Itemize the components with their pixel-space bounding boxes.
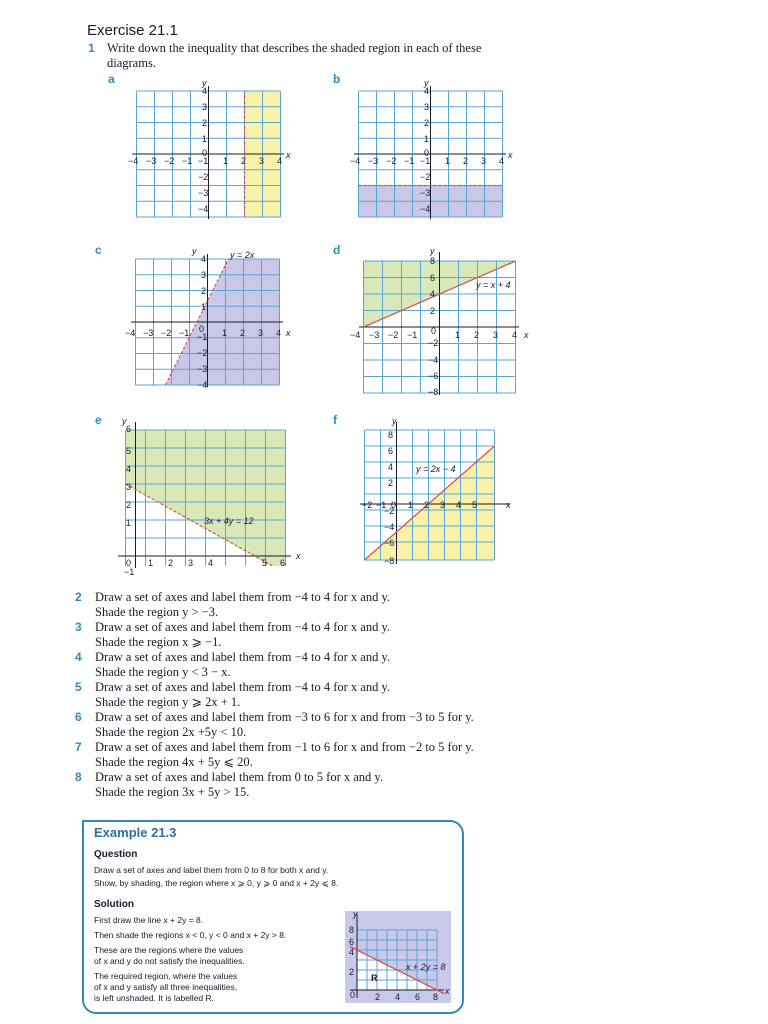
- svg-text:−2: −2: [386, 156, 397, 166]
- example-line-label: x + 2y = 8: [406, 962, 446, 972]
- svg-text:x: x: [296, 551, 301, 561]
- panel-a-label: a: [108, 72, 115, 86]
- svg-text:−1: −1: [407, 330, 418, 340]
- svg-text:2: 2: [430, 306, 436, 316]
- svg-text:−3: −3: [143, 328, 154, 338]
- svg-text:−4: −4: [198, 204, 209, 214]
- svg-text:2: 2: [126, 500, 132, 510]
- svg-text:2: 2: [424, 118, 430, 128]
- svg-text:3: 3: [259, 156, 265, 166]
- svg-text:6: 6: [388, 446, 394, 456]
- svg-text:−1: −1: [198, 156, 209, 166]
- svg-text:4: 4: [349, 947, 355, 957]
- svg-text:5: 5: [262, 558, 268, 568]
- svg-text:−3: −3: [369, 330, 380, 340]
- question-6-line1: Draw a set of axes and label them from −3 to 6 for x and from −3 to 5 for y.: [95, 710, 474, 724]
- graph-a: [118, 78, 298, 223]
- svg-text:2: 2: [474, 330, 480, 340]
- svg-text:8: 8: [388, 430, 394, 440]
- svg-text:4: 4: [277, 156, 283, 166]
- question-7-line1: Draw a set of axes and label them from −1 to 6 for x and from −2 to 5 for y.: [95, 740, 474, 754]
- svg-text:2: 2: [202, 118, 208, 128]
- svg-text:y: y: [192, 246, 197, 256]
- svg-text:6: 6: [415, 992, 421, 1002]
- svg-text:−1: −1: [182, 156, 193, 166]
- svg-text:1: 1: [201, 302, 207, 312]
- svg-text:−3: −3: [420, 188, 431, 198]
- svg-text:−2: −2: [362, 500, 373, 510]
- question-3-line1: Draw a set of axes and label them from −4 to 4 for x and y.: [95, 620, 391, 634]
- question-7-line2: Shade the region 4x + 5y ⩽ 20.: [95, 755, 253, 769]
- svg-text:4: 4: [388, 462, 394, 472]
- svg-text:2: 2: [168, 558, 174, 568]
- question-1-number: 1: [88, 41, 95, 55]
- graph-d: [344, 246, 534, 396]
- svg-text:0: 0: [126, 558, 132, 568]
- graph-d-line-label: y = x + 4: [476, 280, 511, 290]
- svg-text:0: 0: [391, 500, 397, 510]
- svg-text:0: 0: [431, 326, 437, 336]
- svg-text:2: 2: [388, 478, 394, 488]
- svg-text:4: 4: [430, 289, 436, 299]
- svg-text:y: y: [392, 416, 397, 426]
- svg-text:−3: −3: [198, 188, 209, 198]
- graph-f-line-label: y = 2x − 4: [416, 464, 456, 474]
- svg-text:0: 0: [424, 148, 430, 158]
- svg-text:4: 4: [201, 254, 207, 264]
- svg-text:−4: −4: [384, 522, 395, 532]
- panel-c-label: c: [95, 243, 102, 257]
- svg-text:−1: −1: [404, 156, 415, 166]
- svg-text:8: 8: [433, 992, 439, 1002]
- svg-text:1: 1: [445, 156, 451, 166]
- panel-d-label: d: [333, 243, 341, 257]
- svg-text:−4: −4: [197, 380, 208, 390]
- example-question-line-2: Show, by shading, the region where x ⩾ 0, y ⩾ 0 and x + 2y ⩽ 8.: [94, 878, 339, 888]
- svg-text:4: 4: [512, 330, 518, 340]
- question-8-number: 8: [75, 770, 82, 784]
- svg-text:3: 3: [424, 102, 430, 112]
- example-question-heading: Question: [94, 849, 138, 860]
- question-5-number: 5: [75, 680, 82, 694]
- svg-text:−1: −1: [420, 156, 431, 166]
- svg-text:y: y: [424, 78, 429, 88]
- graph-c: [108, 246, 298, 396]
- question-2-line2: Shade the region y > −3.: [95, 605, 219, 619]
- svg-text:−2: −2: [428, 338, 439, 348]
- svg-text:−3: −3: [368, 156, 379, 166]
- svg-text:2: 2: [201, 286, 207, 296]
- svg-text:−3: −3: [146, 156, 157, 166]
- question-8-line1: Draw a set of axes and label them from 0 to 5 for x and y.: [95, 770, 383, 784]
- example-region-label: R: [371, 973, 378, 983]
- svg-text:−4: −4: [128, 156, 139, 166]
- svg-text:−2: −2: [420, 172, 431, 182]
- svg-text:3: 3: [202, 102, 208, 112]
- svg-text:−4: −4: [125, 328, 136, 338]
- example-question-line-1: Draw a set of axes and label them from 0 to 8 for both x and y.: [94, 865, 329, 875]
- svg-text:3: 3: [493, 330, 499, 340]
- svg-text:5: 5: [126, 446, 132, 456]
- svg-text:0: 0: [199, 324, 205, 334]
- svg-text:2: 2: [463, 156, 469, 166]
- svg-text:x: x: [508, 150, 513, 160]
- example-graph: [340, 908, 452, 1008]
- svg-text:−8: −8: [428, 387, 439, 397]
- svg-text:−3: −3: [197, 364, 208, 374]
- graph-c-line-label: y = 2x: [230, 250, 255, 260]
- panel-e-label: e: [95, 413, 102, 427]
- question-4-line1: Draw a set of axes and label them from −4 to 4 for x and y.: [95, 650, 391, 664]
- svg-text:6: 6: [280, 558, 286, 568]
- svg-text:−4: −4: [428, 355, 439, 365]
- svg-text:0: 0: [202, 148, 208, 158]
- svg-text:−4: −4: [420, 204, 431, 214]
- svg-text:−2: −2: [198, 172, 209, 182]
- svg-text:5: 5: [472, 500, 478, 510]
- svg-text:−6: −6: [428, 371, 439, 381]
- question-3-line2: Shade the region x ⩾ −1.: [95, 635, 222, 649]
- question-4-number: 4: [75, 650, 82, 664]
- example-title: Example 21.3: [94, 825, 177, 840]
- svg-text:2: 2: [240, 328, 246, 338]
- svg-text:4: 4: [202, 86, 208, 96]
- example-solution-line-2: Then shade the regions x < 0, y < 0 and x + 2y > 8.: [94, 930, 287, 940]
- question-7-number: 7: [75, 740, 82, 754]
- svg-text:8: 8: [349, 925, 355, 935]
- svg-text:−4: −4: [350, 330, 361, 340]
- svg-text:4: 4: [395, 992, 401, 1002]
- graph-f: [344, 416, 534, 576]
- panel-b-label: b: [333, 72, 341, 86]
- svg-text:−2: −2: [384, 506, 395, 516]
- svg-text:4: 4: [424, 86, 430, 96]
- svg-text:1: 1: [455, 330, 461, 340]
- exercise-title: Exercise 21.1: [87, 22, 178, 39]
- svg-text:4: 4: [456, 500, 462, 510]
- panel-f-label: f: [333, 413, 337, 427]
- svg-text:2: 2: [241, 156, 247, 166]
- svg-text:1: 1: [222, 328, 228, 338]
- svg-text:y: y: [353, 909, 358, 919]
- svg-text:−1: −1: [197, 332, 208, 342]
- question-3-number: 3: [75, 620, 82, 634]
- svg-text:x: x: [445, 986, 450, 996]
- svg-text:4: 4: [276, 328, 282, 338]
- svg-text:1: 1: [126, 518, 132, 528]
- question-8-line2: Shade the region 3x + 5y > 15.: [95, 785, 250, 799]
- svg-text:−2: −2: [388, 330, 399, 340]
- svg-text:−1: −1: [124, 567, 135, 577]
- svg-text:−6: −6: [384, 538, 395, 548]
- svg-text:3: 3: [481, 156, 487, 166]
- svg-text:x: x: [524, 330, 529, 340]
- example-solution-line-6: of x and y satisfy all three inequalities,: [94, 982, 238, 992]
- svg-text:6: 6: [349, 937, 355, 947]
- svg-text:2: 2: [424, 500, 430, 510]
- svg-text:x: x: [286, 328, 291, 338]
- svg-text:y: y: [202, 78, 207, 88]
- graph-e: [108, 416, 308, 576]
- svg-text:2: 2: [375, 992, 381, 1002]
- svg-text:x: x: [506, 500, 511, 510]
- svg-text:y: y: [122, 416, 127, 426]
- svg-text:6: 6: [430, 273, 436, 283]
- svg-text:1: 1: [424, 134, 430, 144]
- svg-text:1: 1: [223, 156, 229, 166]
- question-2-number: 2: [75, 590, 82, 604]
- svg-text:4: 4: [208, 558, 214, 568]
- question-6-number: 6: [75, 710, 82, 724]
- svg-text:2: 2: [349, 967, 355, 977]
- svg-text:−2: −2: [197, 348, 208, 358]
- svg-text:−8: −8: [384, 556, 395, 566]
- svg-text:−2: −2: [161, 328, 172, 338]
- svg-text:4: 4: [499, 156, 505, 166]
- question-5-line2: Shade the region y ⩾ 2x + 1.: [95, 695, 241, 709]
- svg-text:6: 6: [126, 424, 132, 434]
- graph-e-line-label: 3x + 4y = 12: [204, 516, 254, 526]
- svg-text:x: x: [286, 150, 291, 160]
- example-solution-line-7: is left unshaded. It is labelled R.: [94, 993, 215, 1003]
- question-5-line1: Draw a set of axes and label them from −4 to 4 for x and y.: [95, 680, 391, 694]
- svg-text:−1: −1: [376, 500, 387, 510]
- svg-text:−4: −4: [350, 156, 361, 166]
- svg-text:−2: −2: [164, 156, 175, 166]
- svg-text:−1: −1: [179, 328, 190, 338]
- graph-b: [340, 78, 520, 223]
- svg-text:1: 1: [202, 134, 208, 144]
- svg-text:3: 3: [201, 270, 207, 280]
- question-2-line1: Draw a set of axes and label them from −4 to 4 for x and y.: [95, 590, 391, 604]
- svg-text:4: 4: [126, 464, 132, 474]
- question-4-line2: Shade the region y < 3 − x.: [95, 665, 231, 679]
- svg-text:0: 0: [350, 990, 356, 1000]
- svg-text:y: y: [430, 246, 435, 256]
- example-solution-line-4: of x and y do not satisfy the inequalities.: [94, 956, 245, 966]
- question-1-text: Write down the inequality that describes the shaded region in each of these diagrams.: [107, 41, 482, 70]
- example-solution-line-1: First draw the line x + 2y = 8.: [94, 915, 204, 925]
- svg-text:3: 3: [440, 500, 446, 510]
- example-solution-line-3: These are the regions where the values: [94, 945, 244, 955]
- svg-text:3: 3: [258, 328, 264, 338]
- question-6-line2: Shade the region 2x +5y < 10.: [95, 725, 247, 739]
- example-solution-line-5: The required region, where the values: [94, 971, 238, 981]
- svg-text:1: 1: [408, 500, 414, 510]
- svg-text:3: 3: [126, 482, 132, 492]
- svg-text:3: 3: [188, 558, 194, 568]
- svg-text:8: 8: [430, 256, 436, 266]
- example-solution-heading: Solution: [94, 899, 134, 910]
- svg-text:1: 1: [148, 558, 154, 568]
